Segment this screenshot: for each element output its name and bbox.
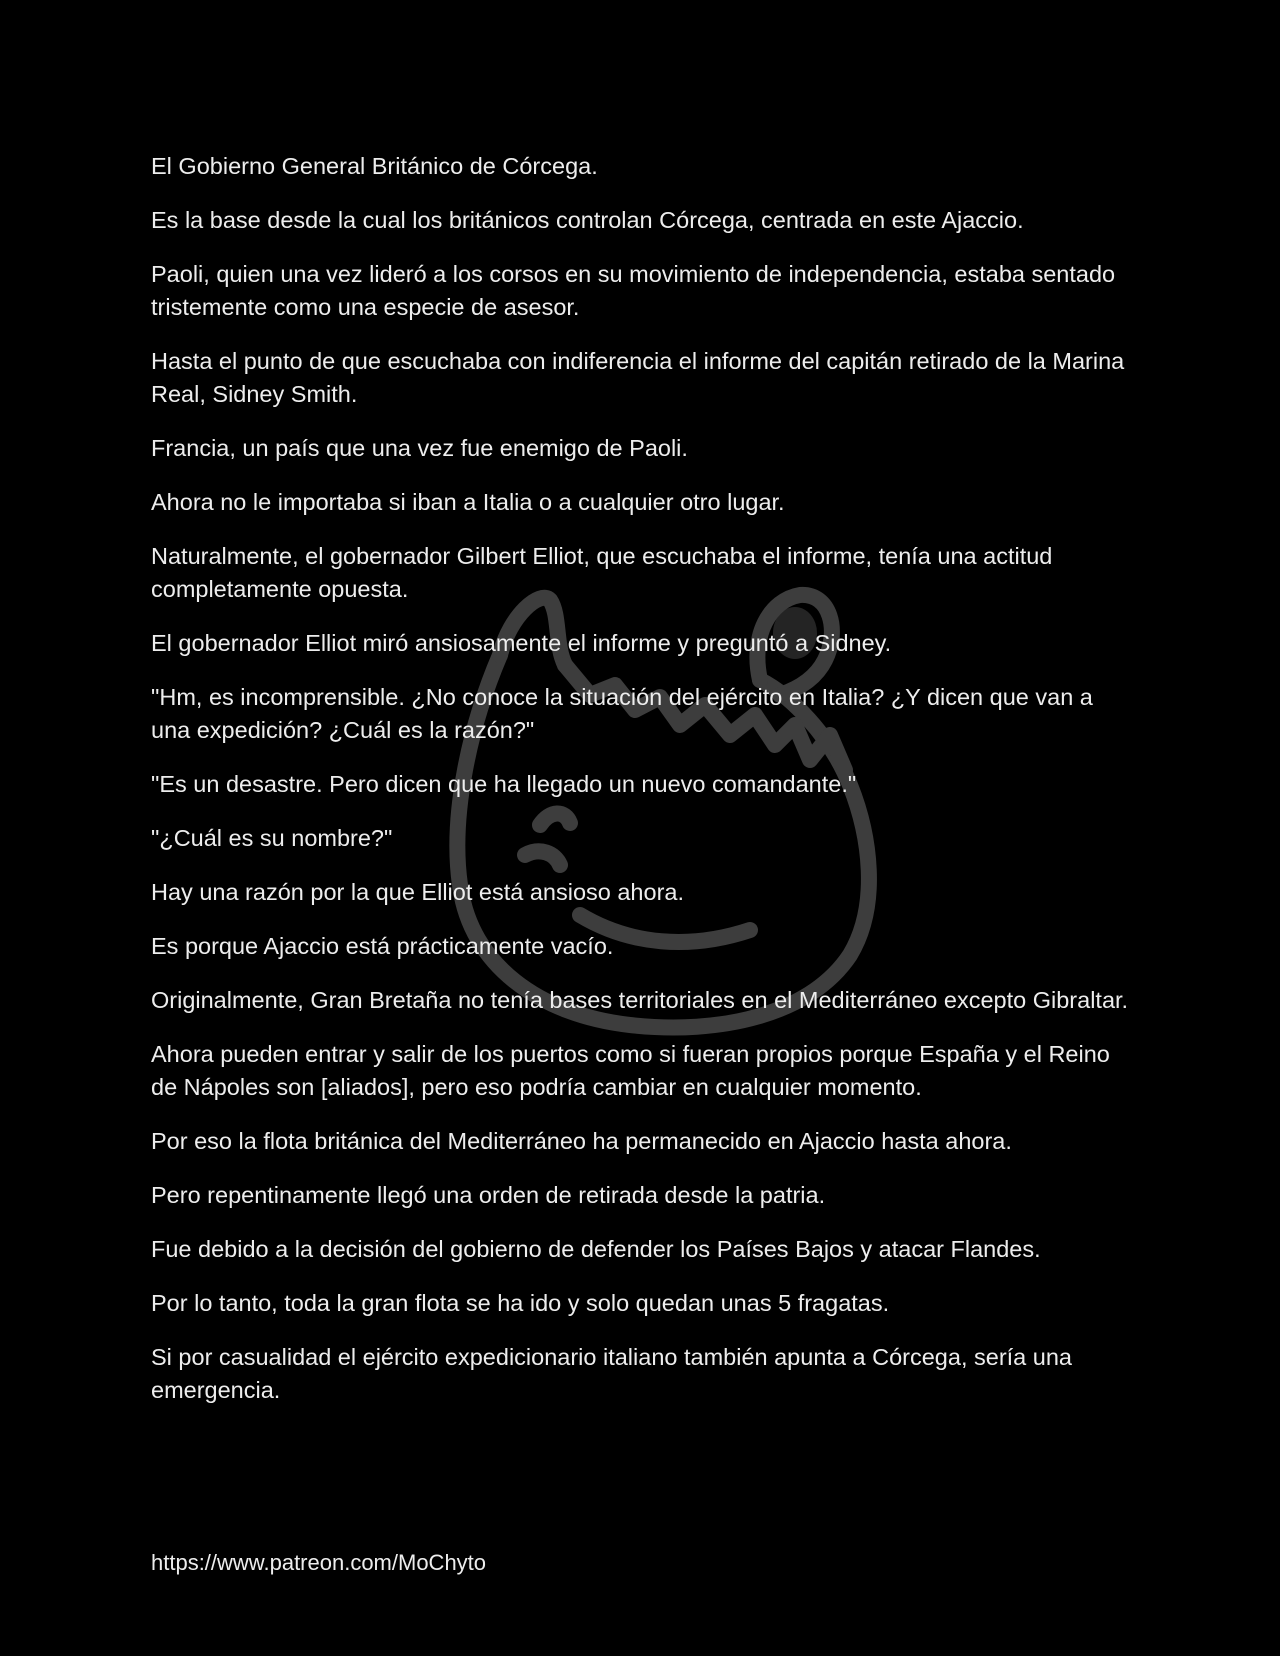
paragraph: Francia, un país que una vez fue enemigo de Paoli. xyxy=(151,435,688,461)
paragraph: Hay una razón por la que Elliot está ansioso ahora. xyxy=(151,879,684,905)
paragraph: El Gobierno General Británico de Córcega. xyxy=(151,153,598,179)
paragraph: Ahora no le importaba si iban a Italia o a cualquier otro lugar. xyxy=(151,489,785,515)
patreon-link[interactable]: https://www.patreon.com/MoChyto xyxy=(151,1550,487,1575)
paragraph: Ahora pueden entrar y salir de los puertos como si fueran propios porque España y el Reino de Nápoles son [aliados], pero eso podría cambiar en cualquier momento. xyxy=(151,1041,1110,1100)
paragraph: Originalmente, Gran Bretaña no tenía bases territoriales en el Mediterráneo excepto Gibraltar. xyxy=(151,987,1129,1013)
paragraph: Por eso la flota británica del Mediterráneo ha permanecido en Ajaccio hasta ahora. xyxy=(151,1128,1012,1154)
paragraph: Si por casualidad el ejército expedicionario italiano también apunta a Córcega, sería una emergencia. xyxy=(151,1344,1072,1403)
paragraph: Fue debido a la decisión del gobierno de defender los Países Bajos y atacar Flandes. xyxy=(151,1236,1041,1262)
paragraph: "¿Cuál es su nombre?" xyxy=(151,825,393,851)
chapter-text xyxy=(151,150,1131,1428)
paragraph: Hasta el punto de que escuchaba con indiferencia el informe del capitán retirado de la Marina Real, Sidney Smith. xyxy=(151,348,1125,407)
paragraph: Por lo tanto, toda la gran flota se ha ido y solo quedan unas 5 fragatas. xyxy=(151,1290,890,1316)
paragraph: Es porque Ajaccio está prácticamente vacío. xyxy=(151,933,614,959)
paragraph: "Es un desastre. Pero dicen que ha llegado un nuevo comandante." xyxy=(151,771,857,797)
paragraph: El gobernador Elliot miró ansiosamente el informe y preguntó a Sidney. xyxy=(151,630,892,656)
paragraph: Pero repentinamente llegó una orden de retirada desde la patria. xyxy=(151,1182,826,1208)
paragraph: "Hm, es incomprensible. ¿No conoce la situación del ejército en Italia? ¿Y dicen que van a una expedición? ¿Cuál es la razón?" xyxy=(151,684,1093,743)
paragraph: Naturalmente, el gobernador Gilbert Elliot, que escuchaba el informe, tenía una actitud completamente opuesta. xyxy=(151,543,1053,602)
paragraph: Es la base desde la cual los británicos controlan Córcega, centrada en este Ajaccio. xyxy=(151,207,1024,233)
paragraph: Paoli, quien una vez lideró a los corsos en su movimiento de independencia, estaba sentado tristemente como una especie de asesor. xyxy=(151,261,1116,320)
